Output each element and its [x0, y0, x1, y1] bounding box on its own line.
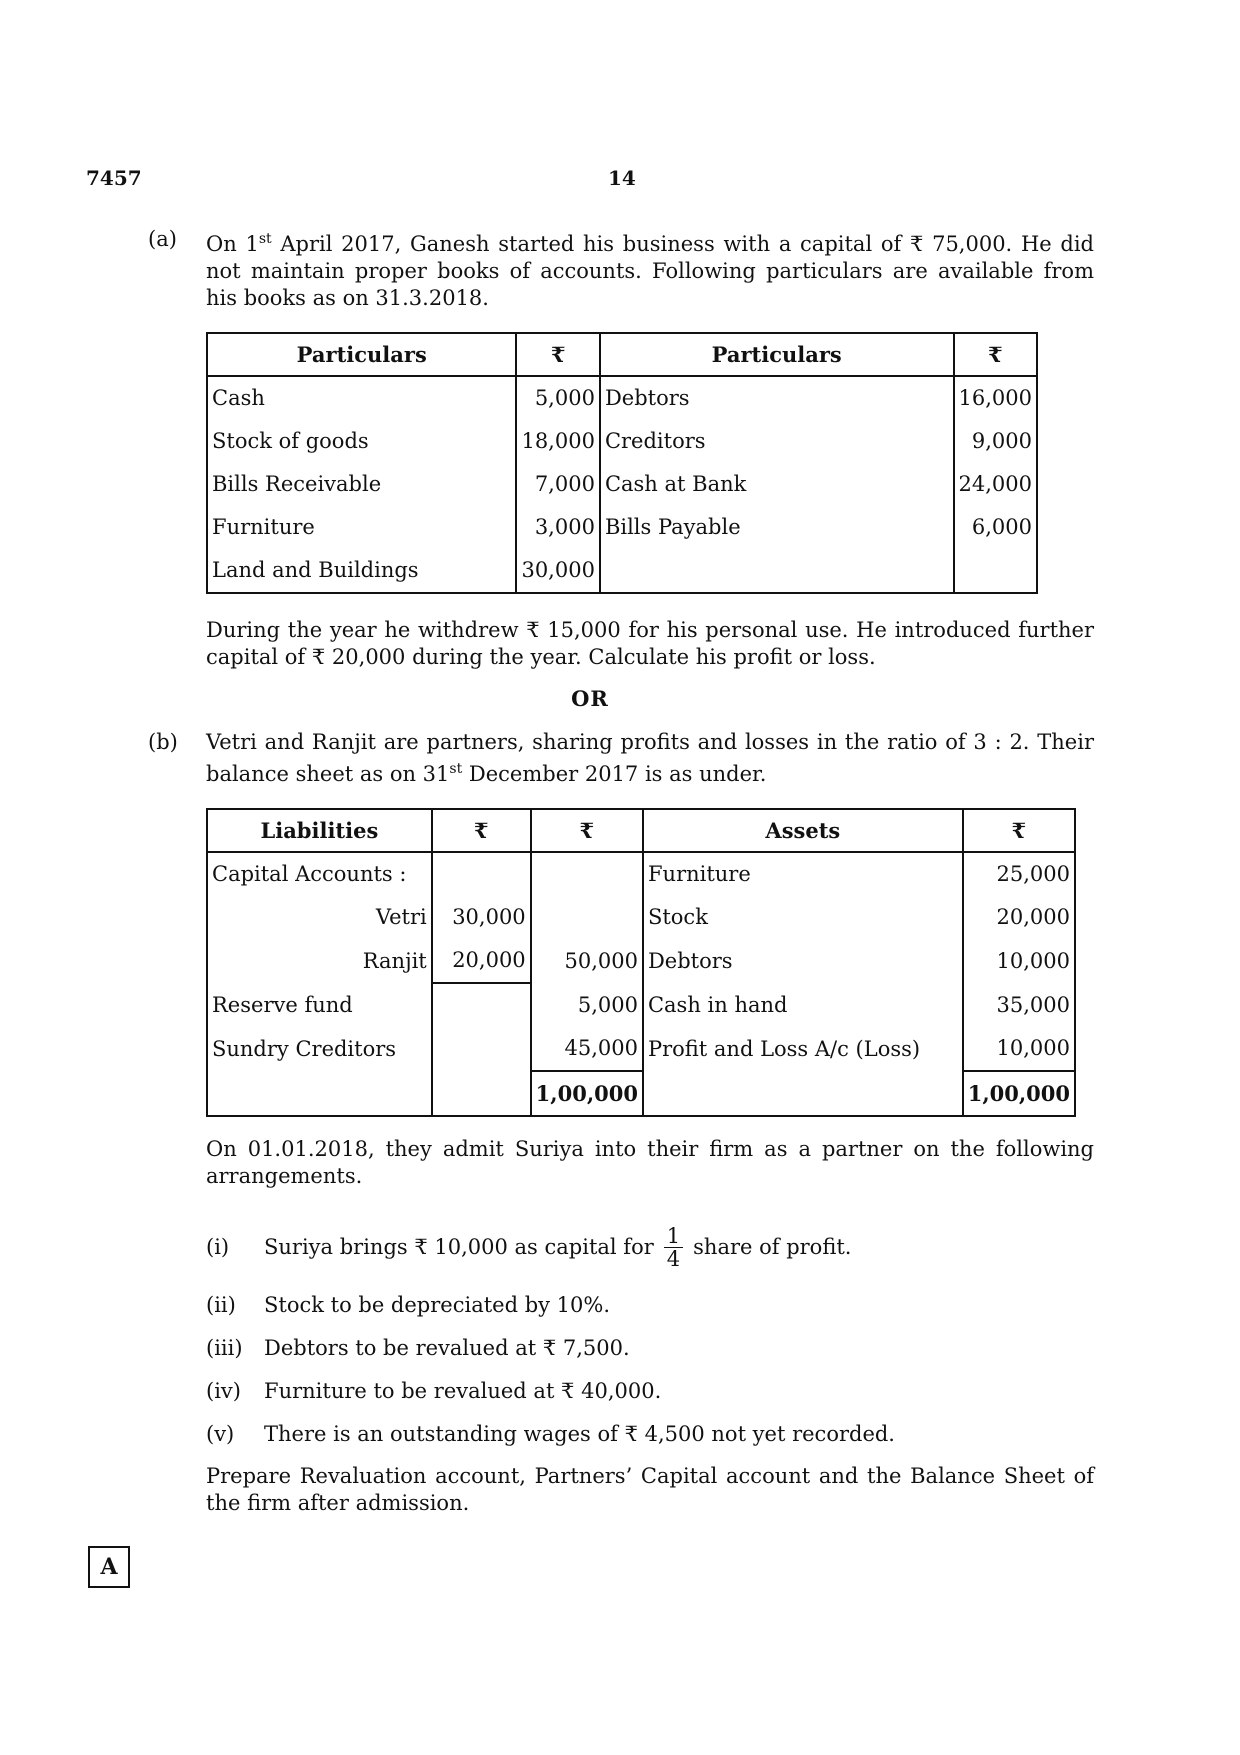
table-cell: Bills Receivable	[212, 472, 382, 496]
table-row	[207, 549, 1037, 593]
question-label-a: (a)	[148, 227, 177, 251]
question-a-outro: During the year he withdrew ₹ 15,000 for his personal use. He introduced further capital of ₹ 20,000 during the year. Calculate his profit or loss.	[206, 618, 1094, 669]
table-cell: 50,000	[531, 939, 643, 983]
table-cell	[432, 1071, 531, 1116]
page-number: 14	[608, 166, 636, 190]
table-row	[207, 376, 1037, 420]
fraction	[664, 1225, 683, 1270]
table-cell: 30,000	[516, 549, 599, 593]
table-cell: Creditors	[600, 420, 954, 463]
list-item	[206, 1292, 1106, 1319]
table-cell: Reserve fund	[212, 992, 353, 1017]
table-row	[207, 852, 1075, 896]
table-row	[207, 896, 1075, 939]
header-particulars: Particulars	[600, 333, 954, 376]
item-number: (iv)	[206, 1379, 241, 1403]
list-item	[206, 1335, 1106, 1362]
table-cell: Cash in hand	[643, 983, 963, 1027]
table-cell: Ranjit	[362, 948, 427, 973]
table-cell: 10,000	[963, 939, 1075, 983]
header-rupee: ₹	[963, 809, 1075, 852]
balance-sheet-table	[206, 808, 1076, 1117]
table-cell: Vetri	[375, 905, 427, 929]
header-rupee: ₹	[432, 809, 531, 852]
item-text: Debtors to be revalued at ₹ 7,500.	[264, 1336, 630, 1360]
item-text: Furniture to be revalued at ₹ 40,000.	[264, 1379, 662, 1403]
header-particulars: Particulars	[207, 333, 516, 376]
table-cell: 20,000	[432, 939, 531, 983]
table-cell: Cash at Bank	[600, 463, 954, 506]
table-cell	[531, 896, 643, 939]
table-cell: 25,000	[963, 852, 1075, 896]
table-cell: 35,000	[963, 983, 1075, 1027]
item-text: Stock to be depreciated by 10%.	[264, 1293, 611, 1317]
table-cell: Stock of goods	[212, 429, 369, 453]
header-assets: Assets	[643, 809, 963, 852]
paper-code: 7457	[86, 166, 142, 190]
table-header-row	[207, 333, 1037, 376]
table-cell	[643, 1071, 963, 1116]
table-cell: 18,000	[516, 420, 599, 463]
table-cell: 9,000	[954, 420, 1038, 463]
admission-text: On 01.01.2018, they admit Suriya into their firm as a partner on the following arrangements.	[206, 1137, 1094, 1188]
question-a-intro: On 1st April 2017, Ganesh started his business with a capital of ₹ 75,000. He did not maintain proper books of accounts. Following particulars are available from his books as on 31.3.2018.	[206, 231, 1095, 310]
table-total-row	[207, 1071, 1075, 1116]
list-item	[206, 1220, 1106, 1274]
table-cell: 3,000	[516, 506, 599, 549]
header-liabilities: Liabilities	[207, 809, 432, 852]
table-row	[207, 463, 1037, 506]
table-cell: Debtors	[600, 376, 954, 420]
header-rupee: ₹	[531, 809, 643, 852]
table-cell: Furniture	[212, 515, 315, 539]
table-cell: 45,000	[531, 1027, 643, 1071]
table-cell: 6,000	[954, 506, 1038, 549]
table-cell	[432, 852, 531, 896]
header-rupee: ₹	[516, 333, 599, 376]
table-cell	[954, 549, 1038, 593]
list-item	[206, 1421, 1106, 1448]
table-cell: 10,000	[963, 1027, 1075, 1071]
table-row	[207, 506, 1037, 549]
total-liabilities: 1,00,000	[531, 1071, 643, 1116]
table-cell: Furniture	[643, 852, 963, 896]
total-assets: 1,00,000	[963, 1071, 1075, 1116]
table-cell	[600, 549, 954, 593]
table-row	[207, 939, 1075, 983]
table-cell	[531, 852, 643, 896]
table-cell: 24,000	[954, 463, 1038, 506]
or-separator: OR	[571, 686, 609, 711]
table-cell: 16,000	[954, 376, 1038, 420]
table-cell: 5,000	[531, 983, 643, 1027]
item-number: (ii)	[206, 1293, 236, 1317]
table-cell: 30,000	[432, 896, 531, 939]
table-cell	[432, 983, 531, 1027]
table-cell: 5,000	[516, 376, 599, 420]
table-cell: Cash	[212, 386, 265, 410]
item-number: (v)	[206, 1422, 235, 1446]
question-b-intro: Vetri and Ranjit are partners, sharing profits and losses in the ratio of 3 : 2. Their balance sheet as on 31st December 2017 is as under.	[206, 730, 1094, 786]
list-item	[206, 1378, 1106, 1405]
version-mark-box: A	[88, 1546, 130, 1588]
item-number: (iii)	[206, 1336, 243, 1360]
question-b-task: Prepare Revaluation account, Partners’ Capital account and the Balance Sheet of the firm after admission.	[206, 1464, 1094, 1515]
question-label-b: (b)	[148, 730, 178, 754]
table-cell: Sundry Creditors	[212, 1036, 397, 1061]
table-cell: Bills Payable	[600, 506, 954, 549]
header-rupee: ₹	[954, 333, 1038, 376]
ganesh-statement-table	[206, 332, 1038, 594]
table-cell: 20,000	[963, 896, 1075, 939]
table-cell: Land and Buildings	[212, 558, 419, 582]
table-cell	[207, 1071, 432, 1116]
item-number: (i)	[206, 1234, 230, 1259]
item-text: There is an outstanding wages of ₹ 4,500 not yet recorded.	[264, 1422, 895, 1446]
table-row	[207, 1027, 1075, 1071]
item-text: share of profit.	[693, 1234, 852, 1259]
table-header-row	[207, 809, 1075, 852]
item-text: Suriya brings ₹ 10,000 as capital for	[264, 1234, 654, 1259]
table-cell: Debtors	[643, 939, 963, 983]
table-cell	[432, 1027, 531, 1071]
table-cell: Stock	[643, 896, 963, 939]
fraction-numerator: 1	[664, 1225, 683, 1248]
table-row	[207, 983, 1075, 1027]
table-cell: Profit and Loss A/c (Loss)	[643, 1027, 963, 1071]
table-cell: Capital Accounts :	[212, 862, 407, 886]
table-cell: 7,000	[516, 463, 599, 506]
fraction-denominator: 4	[666, 1246, 681, 1271]
table-row	[207, 420, 1037, 463]
